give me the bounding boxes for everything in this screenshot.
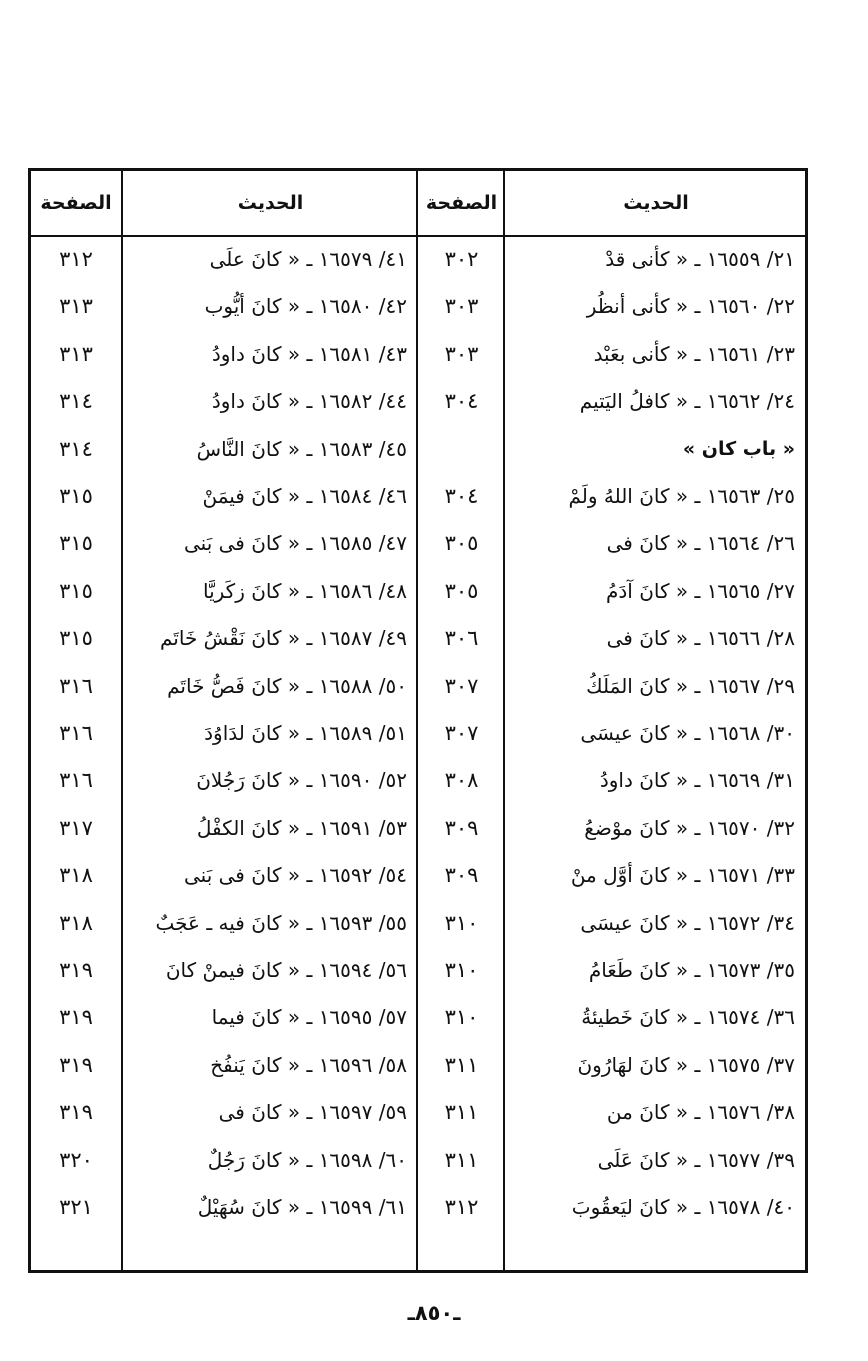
column-divider <box>416 171 418 1270</box>
page-ref: ٣٠٩ <box>444 863 479 887</box>
hadith-entry: ٢٥/ ١٦٥٦٣ ـ « كانَ اللهُ ولَمْ <box>568 484 795 508</box>
hadith-entry: ٥٦/ ١٦٥٩٤ ـ « كانَ فيمنْ كانَ <box>165 958 407 982</box>
page-ref: ٣١٣ <box>59 294 93 318</box>
hadith-entry: ٥٣/ ١٦٥٩١ ـ « كانَ الكفْلُ <box>196 816 407 840</box>
page-ref: ٣١٤ <box>59 437 93 461</box>
hadith-entry: ٤٢/ ١٦٥٨٠ ـ « كانَ أيُّوب <box>204 294 407 318</box>
page-ref: ٣١٦ <box>59 721 93 745</box>
page-number: ـ٨٥٠ـ <box>407 1301 461 1325</box>
page-ref: ٣١٢ <box>59 247 93 271</box>
page-ref: ٣١١ <box>444 1148 479 1172</box>
column-divider <box>503 171 505 1270</box>
page-ref: ٣٠٥ <box>444 579 479 603</box>
header-page-right: الصفحة <box>425 192 498 214</box>
page-ref: ٣١٥ <box>59 484 93 508</box>
hadith-entry: ٣٤/ ١٦٥٧٢ ـ « كانَ عيسَى <box>580 911 795 935</box>
hadith-entry: ٤٤/ ١٦٥٨٢ ـ « كانَ داودُ <box>211 389 407 413</box>
page-ref: ٣١٨ <box>59 863 93 887</box>
hadith-entry: ٤٣/ ١٦٥٨١ ـ « كانَ داودُ <box>211 342 407 366</box>
page-ref: ٣١٠ <box>444 1005 479 1029</box>
hadith-entry: ٤١/ ١٦٥٧٩ ـ « كانَ علَى <box>209 247 407 271</box>
page-ref: ٣١٠ <box>444 911 479 935</box>
page-ref: ٣٠٢ <box>444 247 479 271</box>
page-ref: ٣١١ <box>444 1100 479 1124</box>
page-ref: ٣٠٩ <box>444 816 479 840</box>
hadith-entry: ٥٠/ ١٦٥٨٨ ـ « كانَ فَصُّ خَاتَم <box>167 674 407 698</box>
hadith-entry: ٥٥/ ١٦٥٩٣ ـ « كانَ فيه ـ عَجَبٌ <box>155 911 407 935</box>
index-table <box>28 168 808 1273</box>
hadith-entry: ٥٢/ ١٦٥٩٠ ـ « كانَ رَجُلانَ <box>196 768 407 792</box>
page-ref: ٣٠٦ <box>444 626 479 650</box>
header-page-left: الصفحة <box>40 192 112 214</box>
page-ref: ٣١٩ <box>59 958 93 982</box>
page-ref: ٣١٤ <box>59 389 93 413</box>
page-ref: ٣١٩ <box>59 1005 93 1029</box>
hadith-entry: ٣٧/ ١٦٥٧٥ ـ « كانَ لهَارُونَ <box>577 1053 795 1077</box>
page-ref: ٣١٩ <box>59 1100 93 1124</box>
page-ref: ٣١٦ <box>59 768 93 792</box>
page-ref: ٣٠٨ <box>444 768 479 792</box>
hadith-entry: ٣٦/ ١٦٥٧٤ ـ « كانَ خَطيئةُ <box>581 1005 795 1029</box>
page-ref: ٣٠٣ <box>444 342 479 366</box>
hadith-entry: ٣٩/ ١٦٥٧٧ ـ « كانَ عَلَى <box>597 1148 795 1172</box>
page-ref: ٣٢١ <box>59 1195 93 1219</box>
hadith-entry: ٣١/ ١٦٥٦٩ ـ « كانَ داودُ <box>599 768 795 792</box>
hadith-entry: ٢٤/ ١٦٥٦٢ ـ « كافلُ اليَتيم <box>579 389 795 413</box>
hadith-entry: ٦٠/ ١٦٥٩٨ ـ « كانَ رَجُلٌ <box>207 1148 407 1172</box>
header-divider <box>31 235 805 237</box>
page-ref: ٣١٩ <box>59 1053 93 1077</box>
section-heading: « باب كان » <box>682 438 795 460</box>
page-ref: ٣٢٠ <box>59 1148 93 1172</box>
header-hadith-right: الحديث <box>623 192 689 214</box>
hadith-entry: ٣٠/ ١٦٥٦٨ ـ « كانَ عيسَى <box>580 721 795 745</box>
hadith-entry: ٥٤/ ١٦٥٩٢ ـ « كانَ فى بَنى <box>184 863 407 887</box>
column-divider <box>121 171 123 1270</box>
hadith-entry: ٢٨/ ١٦٥٦٦ ـ « كانَ فى <box>606 626 795 650</box>
hadith-entry: ٤٦/ ١٦٥٨٤ ـ « كانَ فيمَنْ <box>202 484 407 508</box>
hadith-entry: ٤٥/ ١٦٥٨٣ ـ « كانَ النَّاسُ <box>196 437 407 461</box>
page-ref: ٣٠٣ <box>444 294 479 318</box>
page-ref: ٣١٥ <box>59 579 93 603</box>
hadith-entry: ٢٢/ ١٦٥٦٠ ـ « كأنى أنظُر <box>586 294 795 318</box>
hadith-entry: ٦١/ ١٦٥٩٩ ـ « كانَ سُهَيْلٌ <box>197 1195 407 1219</box>
header-hadith-left: الحديث <box>237 192 304 214</box>
hadith-entry: ٤٨/ ١٦٥٨٦ ـ « كانَ زكَريَّا <box>202 579 407 603</box>
page-ref: ٣٠٤ <box>444 389 479 413</box>
page-ref: ٣١٨ <box>59 911 93 935</box>
hadith-entry: ٤٧/ ١٦٥٨٥ ـ « كانَ فى بَنى <box>184 531 407 555</box>
hadith-entry: ٥١/ ١٦٥٨٩ ـ « كانَ لدَاوُدَ <box>204 721 407 745</box>
hadith-entry: ٢٦/ ١٦٥٦٤ ـ « كانَ فى <box>606 531 795 555</box>
hadith-entry: ٣٣/ ١٦٥٧١ ـ « كانَ أوَّل منْ <box>570 863 795 887</box>
page-ref: ٣١٥ <box>59 626 93 650</box>
hadith-entry: ٤٩/ ١٦٥٨٧ ـ « كانَ نَقْشُ خَاتَم <box>159 626 407 650</box>
page-ref: ٣٠٧ <box>444 674 479 698</box>
page-ref: ٣١٢ <box>444 1195 479 1219</box>
page-ref: ٣٠٧ <box>444 721 479 745</box>
page-ref: ٣١١ <box>444 1053 479 1077</box>
page-ref: ٣١٥ <box>59 531 93 555</box>
page-ref: ٣١٦ <box>59 674 93 698</box>
hadith-entry: ٤٠/ ١٦٥٧٨ ـ « كانَ ليَعقُوبَ <box>571 1195 795 1219</box>
hadith-entry: ٢٧/ ١٦٥٦٥ ـ « كانَ آدَمُ <box>606 579 795 603</box>
page-ref: ٣٠٤ <box>444 484 479 508</box>
hadith-entry: ٥٧/ ١٦٥٩٥ ـ « كانَ فيما <box>211 1005 407 1029</box>
hadith-entry: ٢٩/ ١٦٥٦٧ ـ « كانَ المَلَكُ <box>586 674 795 698</box>
page-ref: ٣٠٥ <box>444 531 479 555</box>
hadith-entry: ٢٣/ ١٦٥٦١ ـ « كأنى بعَبْد <box>593 342 795 366</box>
hadith-entry: ٢١/ ١٦٥٥٩ ـ « كأنى قدْ <box>605 247 795 271</box>
page-ref: ٣١٣ <box>59 342 93 366</box>
hadith-entry: ٣٢/ ١٦٥٧٠ ـ « كانَ موْضعُ <box>584 816 795 840</box>
page-ref: ٣١٠ <box>444 958 479 982</box>
hadith-entry: ٥٩/ ١٦٥٩٧ ـ « كانَ فى <box>218 1100 407 1124</box>
page-ref: ٣١٧ <box>59 816 93 840</box>
hadith-entry: ٣٨/ ١٦٥٧٦ ـ « كانَ من <box>606 1100 795 1124</box>
hadith-entry: ٣٥/ ١٦٥٧٣ ـ « كانَ طَعَامُ <box>588 958 795 982</box>
hadith-entry: ٥٨/ ١٦٥٩٦ ـ « كانَ يَنفُخ <box>210 1053 407 1077</box>
